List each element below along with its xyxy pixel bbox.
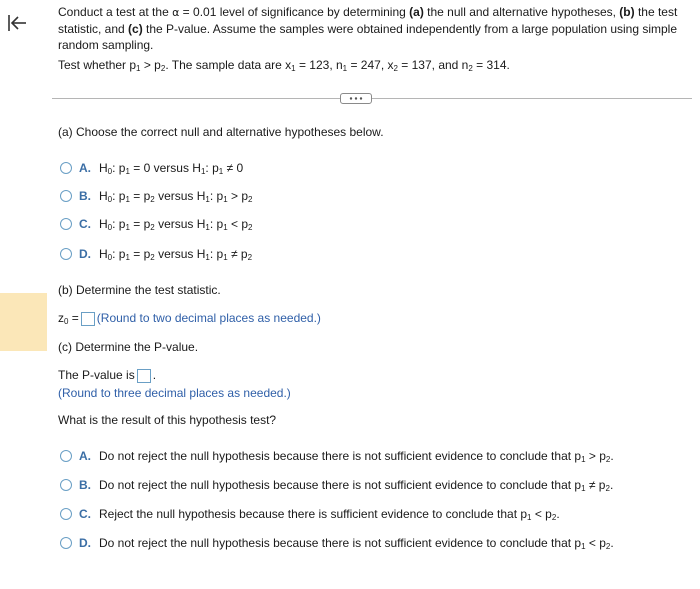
radio-button[interactable] — [60, 479, 72, 491]
rounding-hint: (Round to two decimal places as needed.) — [96, 311, 321, 325]
part-c-prompt: (c) Determine the P-value. — [58, 340, 199, 354]
result-question: What is the result of this hypothesis test? — [58, 413, 277, 427]
section-divider — [52, 98, 692, 99]
question-intro — [58, 4, 678, 77]
back-arrow-icon[interactable] — [6, 12, 28, 34]
hypothesis-option-b[interactable]: B. $H_0$: $p_1 = p_2$ versus $H_1$: $p_1 > p_2$ — [60, 188, 252, 204]
hypothesis-option-d[interactable]: D. $H_0$: $p_1 = p_2$ versus $H_1$: $p_1 \ne p_2$ — [60, 246, 252, 262]
pvalue-input[interactable] — [137, 369, 151, 383]
result-option-c[interactable]: C. Reject the null hypothesis because there is sufficient evidence to conclude that $p_1 < p_2$. — [60, 506, 560, 522]
radio-button[interactable] — [60, 450, 72, 462]
test-statistic-row: $z_0$ = (Round to two decimal places as needed.) — [58, 311, 321, 326]
radio-button[interactable] — [60, 508, 72, 520]
pvalue-rounding-hint: (Round to three decimal places as needed.) — [58, 386, 291, 400]
part-b-prompt: (b) Determine the test statistic. — [58, 283, 221, 297]
radio-button[interactable] — [60, 190, 72, 202]
side-highlight — [0, 293, 47, 351]
part-a-prompt: (a) Choose the correct null and alternative hypotheses below. — [58, 125, 384, 139]
radio-button[interactable] — [60, 162, 72, 174]
ellipsis-icon — [349, 96, 363, 101]
result-option-a[interactable]: A. Do not reject the null hypothesis because there is not sufficient evidence to conclude that $p_1 > p_2$. — [60, 448, 614, 464]
result-option-d[interactable]: D. Do not reject the null hypothesis because there is not sufficient evidence to conclude that $p_1 < p_2$. — [60, 535, 614, 551]
hypothesis-option-a[interactable]: A. $H_0$: $p_1 = 0$ versus $H_1$: $p_1 \ne 0$ — [60, 160, 243, 176]
instructions-text: Conduct a test at the α = 0.01 level of significance by determining (a) the null and alternative hypotheses, (b) the test statistic, and (c) the P-value. Assume the samples were obtained independently from a large population using simple random sampling. — [58, 5, 678, 52]
radio-button[interactable] — [60, 248, 72, 260]
result-option-b[interactable]: B. Do not reject the null hypothesis because there is not sufficient evidence to conclude that $p_1 \ne p_2$. — [60, 477, 613, 493]
expand-more-button[interactable] — [340, 93, 372, 104]
radio-button[interactable] — [60, 218, 72, 230]
sample-data-text: Test whether $p_1 > p_2$. The sample data are $x_1 = 123$, $n_1 = 247$, $x_2 = 137$, and $n_2 = 314$. — [58, 58, 510, 73]
pvalue-row: The P-value is . — [58, 368, 157, 382]
hypothesis-option-c[interactable]: C. $H_0$: $p_1 = p_2$ versus $H_1$: $p_1 < p_2$ — [60, 216, 252, 232]
radio-button[interactable] — [60, 537, 72, 549]
test-statistic-input[interactable] — [81, 312, 95, 326]
